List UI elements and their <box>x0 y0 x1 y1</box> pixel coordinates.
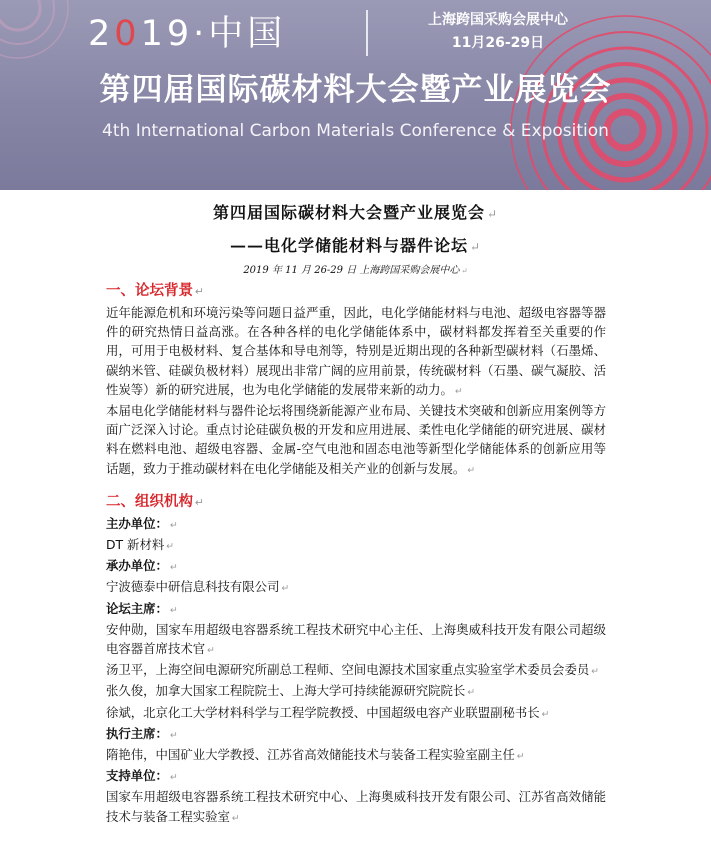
spacer <box>106 480 606 491</box>
organizer-value: 宁波德泰中研信息科技有限公司 ↵ <box>106 579 290 595</box>
document-body <box>106 280 606 828</box>
section-heading-organization: 二、组织机构 ↵ <box>106 493 205 510</box>
banner-venue: 上海跨国采购会展中心 <box>428 12 568 28</box>
banner-dates: 11月26-29日 <box>451 35 545 51</box>
document-title: 第四届国际碳材料大会暨产业展览会 ↵ <box>212 203 499 222</box>
chair-item: 徐斌，北京化工大学材料科学与工程学院教授、中国超级电容产业联盟副秘书长 ↵ <box>106 704 550 720</box>
banner-title: 第四届国际碳材料大会暨产业展览会 <box>99 72 612 108</box>
host-label: 主办单位： ↵ <box>106 515 178 531</box>
exec-chair-value: 隋艳伟，中国矿业大学教授、江苏省高效储能技术与装备工程实验室副主任 ↵ <box>106 747 525 763</box>
chairs-label: 论坛主席： ↵ <box>106 600 178 616</box>
support-label: 支持单位： ↵ <box>106 768 178 784</box>
section-heading-background: 一、论坛背景 ↵ <box>106 283 205 299</box>
paragraph-mark-icon: ↵ <box>469 240 482 254</box>
year-accent-digit: 0 <box>114 14 141 54</box>
chair-item: 汤卫平，上海空间电源研究所副总工程师、空间电源技术国家重点实验室学术委员会委员 ↵ <box>106 662 600 678</box>
exec-chair-label: 执行主席： ↵ <box>106 725 178 741</box>
organizer-label: 承办单位： ↵ <box>106 558 178 574</box>
background-paragraph-1: 近年能源危机和环境污染等问题日益严重，因此，电化学储能材料与电池、超级电容器等器件的研究热情日益高涨。在各种各样的电化学储能体系中，碳材料都发挥着至关重要的作用，可用于电极材料、复合基体和导电剂等，特别是近期出现的各种新型碳材料（石墨烯、碳纳米管、硅碳负极材料）展现出非常广阔的应用前景，传统碳材料（石墨、碳气凝胶、活性炭等）新的研究进展，也为电化学储能的发展带来新的动力。 ↵ <box>106 305 606 397</box>
document-subtitle: ——电化学储能材料与器件论坛 ↵ <box>229 236 482 255</box>
support-value: 国家车用超级电容器系统工程技术研究中心、上海奥威科技开发有限公司、江苏省高效储能技术与装备工程实验室 ↵ <box>106 789 606 824</box>
background-paragraph-2: 本届电化学储能材料与器件论坛将围绕新能源产业布局、关键技术突破和创新应用案例等方面广泛深入讨论。重点讨论硅碳负极的开发和应用进展、柔性电化学储能的研究进展、碳材料在燃料电池、超级电容器、金属-空气电池和固态电池等新型化学储能体系的创新应用等话题，致力于推动碳材料在电化学储能及相关产业的创新与发展。 ↵ <box>106 403 606 476</box>
paragraph-mark-icon: ↵ <box>486 207 499 221</box>
banner-divider <box>366 10 368 56</box>
banner-english-title: 4th International Carbon Materials Conference & Exposition <box>102 121 609 141</box>
banner-venue-block <box>398 9 598 55</box>
banner-year: 2019·中国 <box>88 14 287 54</box>
document-date-location: 2019 年 11 月 26-29 日 上海跨国采购会展中心 ↵ <box>243 265 468 276</box>
host-value: DT 新材料 ↵ <box>106 537 175 553</box>
paragraph-mark-icon: ↵ <box>461 266 468 275</box>
chair-item: 安仲勋，国家车用超级电容器系统工程技术研究中心主任、上海奥威科技开发有限公司超级电容器首席技术官 ↵ <box>106 621 606 657</box>
chair-item: 张久俊，加拿大国家工程院院士、上海大学可持续能源研究院院长 ↵ <box>106 683 476 699</box>
conference-banner <box>0 0 711 190</box>
